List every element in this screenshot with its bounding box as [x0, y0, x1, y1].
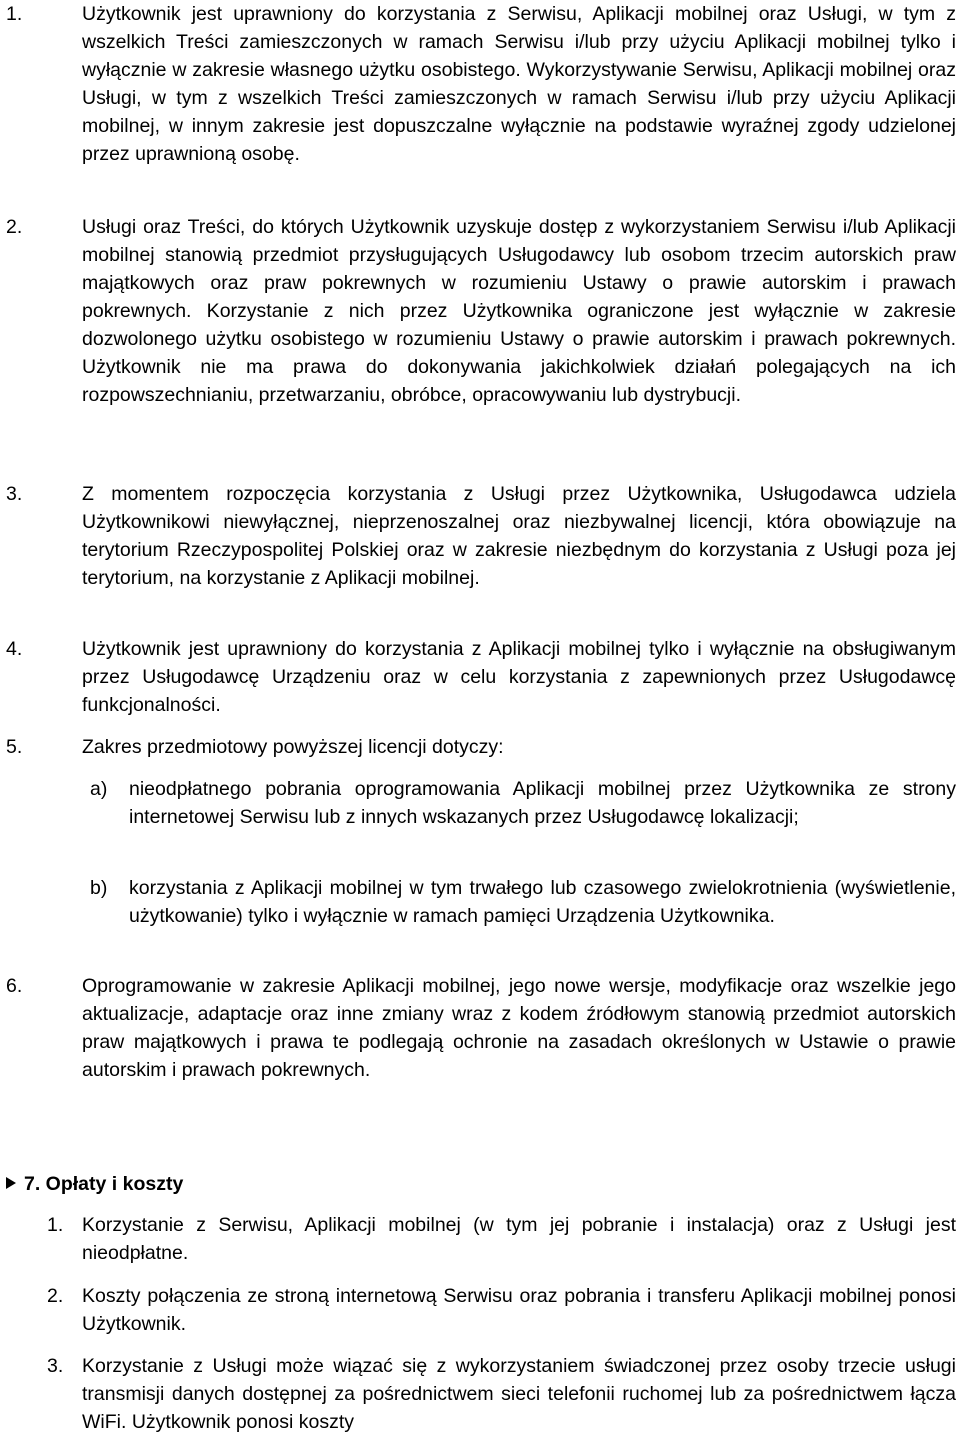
sub-list-item-text: nieodpłatnego pobrania oprogramowania Aplikacji mobilnej przez Użytkownika ze strony internetowej Serwisu lub z innych wskazanych przez Usługodawcę lokalizacji; — [129, 778, 956, 828]
list-item-text: Użytkownik jest uprawniony do korzystania z Aplikacji mobilnej tylko i wyłącznie na obsługiwanym przez Usługodawcę Urządzeniu oraz w celu korzystania z zapewnionych przez Usługodawcę funkcjonalności. — [82, 638, 956, 716]
list-item-number: 5. — [6, 736, 23, 758]
list-item-number: 4. — [6, 638, 23, 660]
list-item-number: 3. — [6, 483, 23, 505]
section-list-item-number: 2. — [47, 1285, 64, 1307]
section-list-item-number: 1. — [47, 1214, 64, 1236]
sub-list-item-letter: a) — [90, 778, 108, 800]
section-list-item-text: Korzystanie z Usługi może wiązać się z wykorzystaniem świadczonej przez osoby trzecie usługi transmisji danych dostępnej za pośrednictwem sieci telefonii ruchomej lub za pośrednictwem łącza WiFi. Użytkownik ponosi koszty — [82, 1355, 956, 1433]
section-heading — [6, 1170, 183, 1198]
section-list-item-number: 3. — [47, 1355, 64, 1377]
section-list-item-text: Korzystanie z Serwisu, Aplikacji mobilnej (w tym jej pobranie i instalacja) oraz z Usługi jest nieodpłatne. — [82, 1214, 956, 1264]
list-item-text: Usługi oraz Treści, do których Użytkownik uzyskuje dostęp z wykorzystaniem Serwisu i/lub Aplikacji mobilnej stanowią przedmiot przysługujących Usługodawcy lub osobom trzecim autorskich praw majątkowych oraz praw pokrewnych w rozumieniu Ustawy o prawie autorskim i prawach pokrewnych. Korzystanie z nich przez Użytkownika ograniczone jest wyłącznie w zakresie dozwolonego użytku osobistego w rozumieniu Ustawy o prawie autorskim i prawach pokrewnych. Użytkownik nie ma prawa do dokonywania jakichkolwiek działań polegających na ich rozpowszechnianiu, przetwarzaniu, obróbce, opracowywaniu lub dystrybucji. — [82, 216, 956, 406]
list-item-number: 1. — [6, 3, 23, 25]
list-item-text: Użytkownik jest uprawniony do korzystania z Serwisu, Aplikacji mobilnej oraz Usługi, w tym z wszelkich Treści zamieszczonych w ramach Serwisu i/lub przy użyciu Aplikacji mobilnej tylko i wyłącznie w zakresie własnego użytku osobistego. Wykorzystywanie Serwisu, Aplikacji mobilnej oraz Usługi, w tym z wszelkich Treści zamieszczonych w ramach Serwisu i/lub przy użyciu Aplikacji mobilnej, w innym zakresie jest dopuszczalne wyłącznie na podstawie wyraźnej zgody udzielonej przez uprawnioną osobę. — [82, 3, 956, 165]
sub-list-item-letter: b) — [90, 877, 108, 899]
list-item-text: Z momentem rozpoczęcia korzystania z Usługi przez Użytkownika, Usługodawca udziela Użytkownikowi niewyłącznej, nieprzenoszalnej oraz niezbywalnej licencji, która obowiązuje na terytorium Rzeczypospolitej Polskiej oraz w zakresie niezbędnym do korzystania z Usługi poza jej terytorium, na korzystanie z Aplikacji mobilnej. — [82, 483, 956, 589]
section-heading-text: 7. Opłaty i koszty — [24, 1173, 184, 1195]
section-list-item-text: Koszty połączenia ze stroną internetową Serwisu oraz pobrania i transferu Aplikacji mobilnej ponosi Użytkownik. — [82, 1285, 956, 1335]
list-item-text: Oprogramowanie w zakresie Aplikacji mobilnej, jego nowe wersje, modyfikacje oraz wszelkie jego aktualizacje, adaptacje oraz inne zmiany wraz z kodem źródłowym stanowią przedmiot autorskich praw majątkowych i prawa te podlegają ochronie na zasadach określonych w Ustawie o prawie autorskim i prawach pokrewnych. — [82, 975, 956, 1081]
list-item-text: Zakres przedmiotowy powyższej licencji dotyczy: — [82, 736, 504, 758]
list-item-number: 6. — [6, 975, 23, 997]
list-item-number: 2. — [6, 216, 23, 238]
arrow-bullet-icon — [6, 1177, 16, 1189]
sub-list-item-text: korzystania z Aplikacji mobilnej w tym trwałego lub czasowego zwielokrotnienia (wyświetlenie, użytkowanie) tylko i wyłącznie w ramach pamięci Urządzenia Użytkownika. — [129, 877, 956, 927]
